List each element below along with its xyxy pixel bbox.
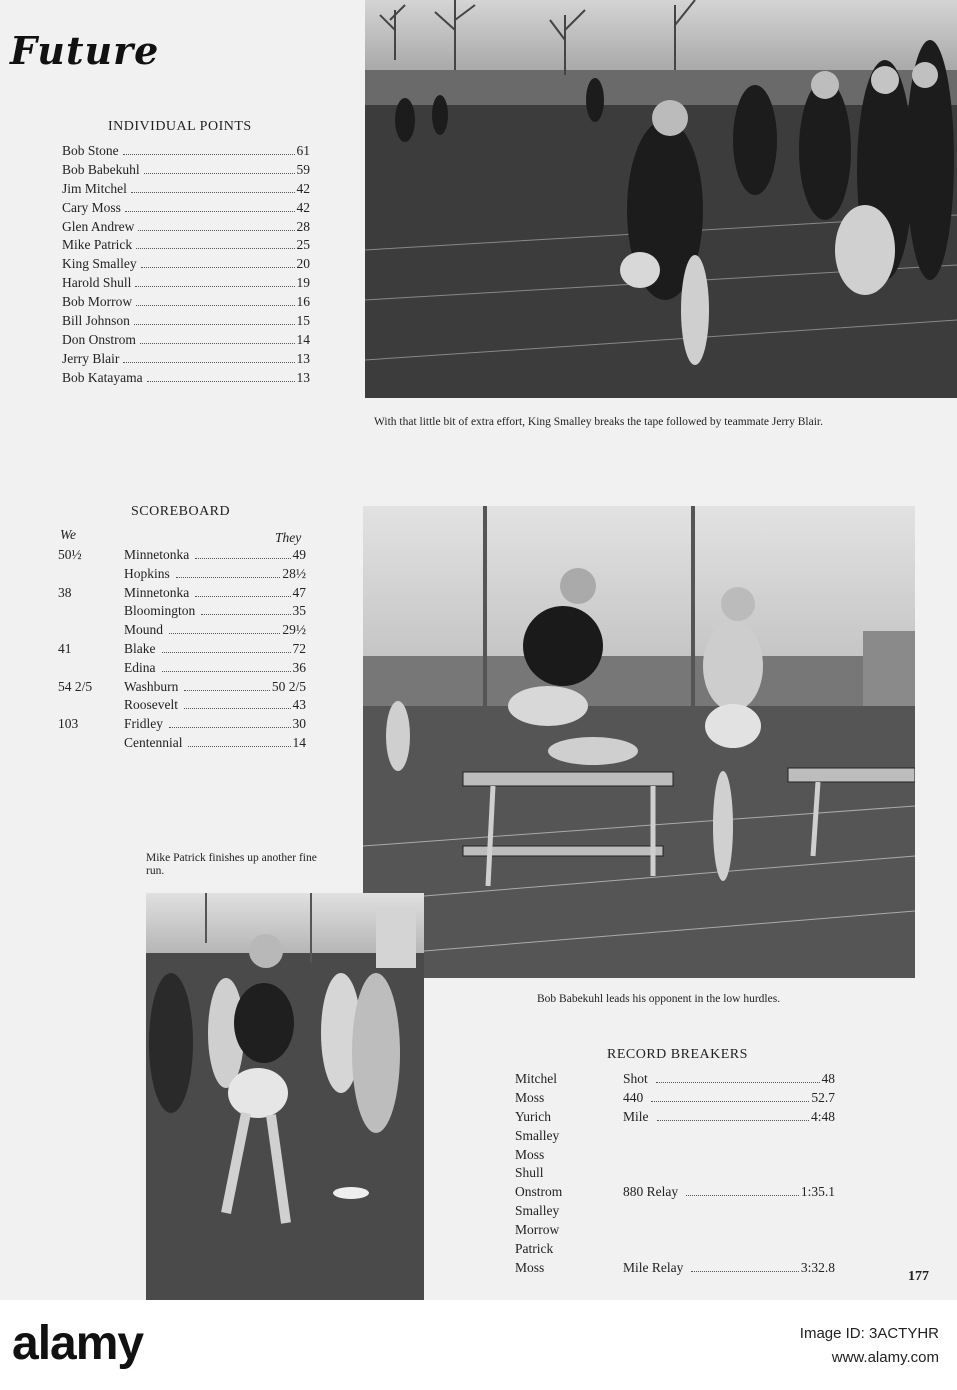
record-breakers-heading: RECORD BREAKERS [607,1047,748,1062]
their-score: 36 [292,659,306,675]
athlete-points: 14 [296,331,310,347]
page-number: 177 [908,1269,929,1284]
dot-leader [195,558,290,559]
dot-leader [656,1082,820,1083]
finish-line-photo [365,0,957,398]
our-score: 38 [58,584,72,600]
opponent-name: Edina [124,659,156,675]
scoreboard-row [58,660,306,679]
dot-leader [188,746,290,747]
athlete-points: 42 [296,180,310,196]
athlete-points: 59 [296,161,310,177]
their-score: 72 [292,640,306,656]
record-row [515,1090,835,1109]
dot-leader [651,1101,809,1102]
athlete-points: 42 [296,199,310,215]
finish-line-caption: With that little bit of extra effort, King Smalley breaks the tape followed by teammate Jerry Blair. [374,416,823,428]
scoreboard-row [58,735,306,754]
our-score: 50½ [58,547,82,562]
opponent-cell [124,660,306,676]
dot-leader [138,230,294,231]
athlete-name: Harold Shull [62,275,132,291]
athlete-name: Jerry Blair [62,350,120,366]
scoreboard-they-label: They [275,530,302,545]
athlete-name: Bill Johnson [62,313,130,329]
hurdles-caption: Bob Babekuhl leads his opponent in the low hurdles. [537,993,781,1005]
points-row [62,370,310,389]
record-athlete: Moss [515,1146,545,1162]
stock-watermark: alamy [12,1317,144,1370]
dot-leader [134,324,295,325]
our-score: 103 [58,716,79,732]
opponent-name: Hopkins [124,565,170,581]
dot-leader [135,286,294,287]
points-row [62,181,310,200]
scoreboard-row [58,716,306,735]
opponent-cell [124,641,306,657]
site-url: www.alamy.com [831,1349,939,1366]
dot-leader [201,614,290,615]
dot-leader [123,362,294,363]
record-breakers-list [515,1071,835,1279]
page-title: Future [10,28,160,73]
athlete-points: 61 [296,143,310,158]
dot-leader [195,596,290,597]
points-row [62,237,310,256]
points-row [62,219,310,238]
record-event-cell [623,1090,835,1106]
record-row [515,1203,835,1222]
record-athlete: Yurich [515,1108,551,1124]
athlete-name: Bob Stone [62,143,119,158]
opponent-cell [124,585,306,601]
record-event: Mile [623,1108,649,1124]
scoreboard-heading: SCOREBOARD [131,504,231,519]
record-event-cell [623,1109,835,1125]
scoreboard-we-label: We [60,527,76,542]
points-row [62,275,310,294]
individual-points-list [62,143,310,389]
scoreboard-row [58,603,306,622]
record-event: 880 Relay [623,1184,679,1200]
our-score: 41 [58,640,72,656]
dot-leader [141,267,295,268]
athlete-points: 16 [296,294,310,310]
record-row [515,1109,835,1128]
dot-leader [184,708,291,709]
points-row [62,351,310,370]
dot-leader [184,690,269,691]
opponent-cell [124,716,306,732]
dot-leader [176,577,281,578]
dot-leader [162,671,291,672]
athlete-name: Cary Moss [62,199,121,215]
record-row [515,1071,835,1090]
image-id-block [800,1322,939,1370]
record-row [515,1128,835,1147]
scoreboard-row [58,585,306,604]
record-athlete: Smalley [515,1127,560,1143]
opponent-cell [124,679,306,695]
their-score: 35 [292,603,306,619]
dot-leader [136,248,294,249]
scoreboard-row [58,679,306,698]
opponent-cell [124,603,306,619]
record-row [515,1241,835,1260]
record-mark: 52.7 [811,1089,835,1105]
scoreboard-list [58,547,306,754]
their-score: 29½ [282,622,306,638]
scoreboard-row [58,622,306,641]
opponent-cell [124,566,306,582]
runner-photo [146,893,424,1300]
dot-leader [147,381,295,382]
opponent-cell [124,697,306,713]
their-score: 50 2/5 [271,678,306,694]
points-row [62,162,310,181]
record-athlete: Patrick [515,1241,554,1257]
dot-leader [125,211,295,212]
dot-leader [140,343,295,344]
dot-leader [123,154,295,155]
record-event: Mile Relay [623,1259,684,1275]
dot-leader [136,305,294,306]
athlete-points: 25 [296,237,310,253]
opponent-name: Bloomington [124,603,196,619]
dot-leader [169,727,291,728]
record-row [515,1260,835,1279]
points-row [62,332,310,351]
dot-leader [657,1120,809,1121]
opponent-name: Mound [124,622,164,638]
athlete-name: Mike Patrick [62,237,133,253]
record-row [515,1165,835,1184]
dot-leader [162,652,291,653]
record-row [515,1147,835,1166]
record-athlete: Moss [515,1259,545,1275]
runner-caption: Mike Patrick finishes up another fine run. [146,852,317,877]
their-score: 43 [292,697,306,713]
their-score: 28½ [282,565,306,581]
record-athlete: Onstrom [515,1184,563,1200]
athlete-points: 15 [296,313,310,329]
opponent-name: Blake [124,640,156,656]
points-row [62,200,310,219]
dot-leader [131,192,295,193]
record-event: Shot [623,1071,648,1086]
points-row [62,294,310,313]
opponent-name: Minnetonka [124,584,190,600]
record-event: 440 [623,1089,644,1105]
record-mark: 48 [821,1071,835,1086]
scoreboard-row [58,566,306,585]
hurdles-photo [363,506,915,978]
scoreboard-row [58,641,306,660]
record-athlete: Shull [515,1165,544,1181]
their-score: 49 [292,547,306,562]
athlete-points: 28 [296,218,310,234]
athlete-name: Don Onstrom [62,331,136,347]
opponent-name: Washburn [124,678,179,694]
athlete-name: Glen Andrew [62,218,135,234]
record-athlete: Moss [515,1089,545,1105]
record-event-cell [623,1071,835,1087]
individual-points-heading: INDIVIDUAL POINTS [108,119,252,134]
our-score: 54 2/5 [58,678,93,694]
scoreboard-row [58,547,306,566]
their-score: 30 [292,716,306,732]
record-row [515,1184,835,1203]
record-event-cell [623,1184,835,1200]
athlete-points: 13 [296,369,310,385]
scoreboard-row [58,697,306,716]
points-row [62,256,310,275]
opponent-cell [124,547,306,563]
points-row [62,143,310,162]
record-athlete: Mitchel [515,1071,557,1086]
record-mark: 3:32.8 [800,1259,835,1275]
athlete-name: Bob Katayama [62,369,143,385]
their-score: 14 [292,734,306,750]
athlete-name: Bob Babekuhl [62,161,140,177]
image-id: Image ID: 3ACTYHR [799,1325,939,1342]
record-event-cell [623,1260,835,1276]
opponent-name: Minnetonka [124,547,190,562]
athlete-name: Bob Morrow [62,294,133,310]
record-row [515,1222,835,1241]
athlete-points: 20 [296,256,310,272]
points-row [62,313,310,332]
athlete-name: King Smalley [62,256,137,272]
record-athlete: Smalley [515,1203,560,1219]
dot-leader [686,1195,799,1196]
athlete-points: 19 [296,275,310,291]
stock-footer [0,1300,957,1390]
dot-leader [691,1271,798,1272]
dot-leader [144,173,295,174]
athlete-name: Jim Mitchel [62,180,127,196]
record-athlete: Morrow [515,1222,560,1238]
opponent-name: Fridley [124,716,163,732]
their-score: 47 [292,584,306,600]
record-mark: 4:48 [810,1108,835,1124]
record-mark: 1:35.1 [800,1184,835,1200]
opponent-name: Centennial [124,734,183,750]
opponent-cell [124,735,306,751]
opponent-name: Roosevelt [124,697,178,713]
opponent-cell [124,622,306,638]
dot-leader [169,633,280,634]
athlete-points: 13 [296,350,310,366]
